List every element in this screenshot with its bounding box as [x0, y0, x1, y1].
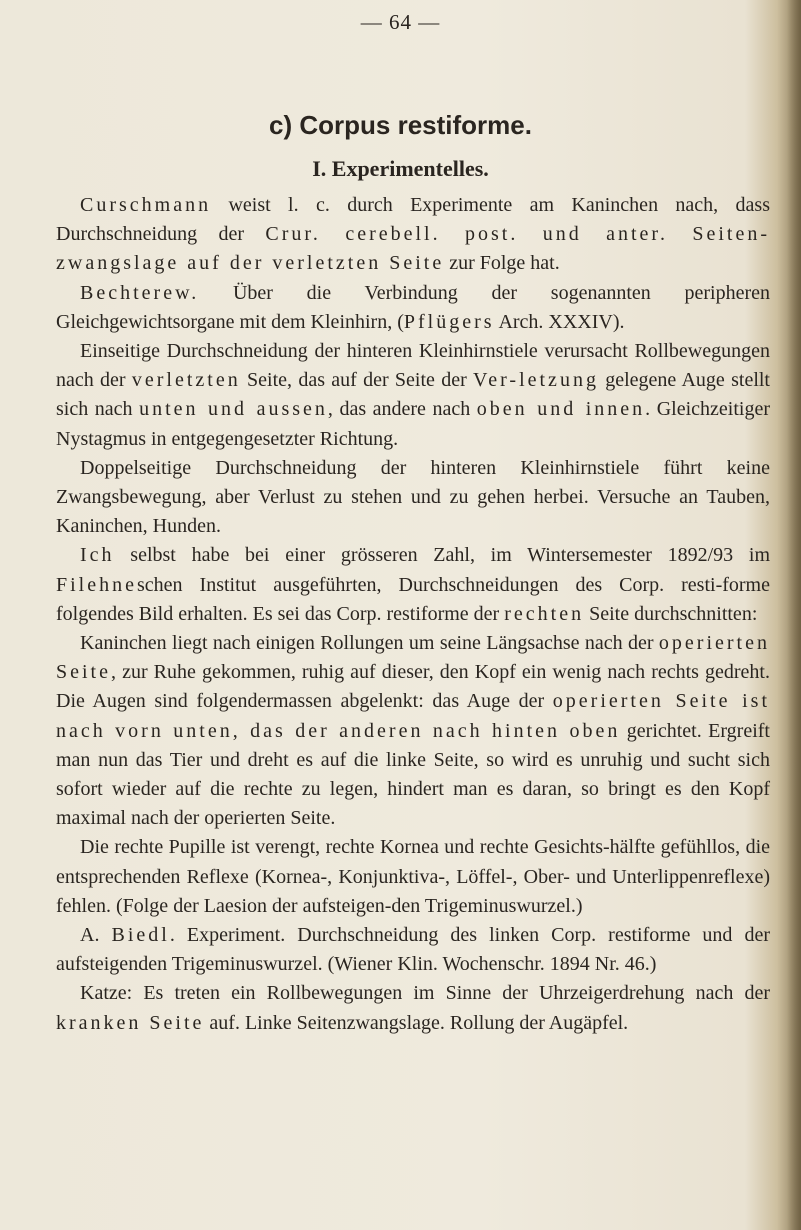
text-run: gelegene Auge stellt sich nach — [56, 369, 770, 421]
paragraph — [56, 279, 770, 337]
spaced-text: Bechterew. — [80, 281, 200, 304]
spaced-text: unten und aussen — [139, 398, 328, 421]
spaced-text: operierten Seite ist nach vorn unten, das der anderen nach hinten oben — [56, 690, 771, 742]
text-run: Die rechte Pupille ist verengt, rechte Kornea und rechte Gesichts-hälfte gefühllos, die entsprechenden Reflexe (Kornea-, Konjunktiva-, Löffel-, Ober- und Unterlippenreflexe) fehlen. (Folge der Laesion der aufsteigen-den Trigeminuswurzel.) — [56, 836, 770, 917]
paragraph — [56, 921, 770, 979]
page-edge-shadow — [787, 0, 801, 1230]
text-run: , das andere nach — [327, 398, 477, 421]
paragraph — [56, 191, 770, 279]
spaced-text: verletzten — [131, 369, 241, 392]
spaced-text: Ich — [80, 544, 115, 567]
section-title: c) Corpus restiforme. — [269, 110, 532, 140]
text-run: Einseitige Durchschneidung der hinteren Kleinhirnstiele verursacht Rollbewegungen nach der — [56, 340, 770, 392]
text-run: Über die Verbindung der sogenannten peripheren Gleichgewichtsorgane mit dem Kleinhirn, ( — [56, 281, 770, 333]
text-run: Doppelseitige Durchschneidung der hinteren Kleinhirnstiele führt keine Zwangsbewegung, aber Verlust zu stehen und zu gehen herbei. Versuche an Tauben, Kaninchen, Hunden. — [56, 456, 770, 538]
spaced-text: Ver-letzung — [473, 369, 599, 392]
text-run: zur Folge hat. — [444, 252, 560, 275]
text-run: selbst habe bei einer grösseren Zahl, im Wintersemester 1892/93 im — [114, 544, 770, 567]
spaced-text: Crur. cerebell. post. und anter. Seiten-zwangslage auf der verletzten Seite — [56, 223, 770, 275]
spaced-text: operierten Seite — [56, 632, 770, 684]
spaced-text: Pflügers — [403, 310, 495, 333]
text-run: gerichtet. Ergreift man nun das Tier und dreht es auf die linke Seite, so wird es unruhig und sucht sich sofort wieder auf die rechte zu legen, hindert man es daran, so bringt es den Kopf maximal nach der operierten Seite. — [56, 719, 770, 830]
text-run: . Gleichzeitiger Nystagmus in entgegengesetzter Richtung. — [56, 398, 770, 450]
paragraph — [56, 979, 770, 1037]
text-run: Arch. XXXIV). — [494, 310, 625, 333]
spaced-text: oben und innen — [476, 398, 646, 421]
paragraph — [56, 454, 770, 542]
spaced-text: Curschmann — [80, 194, 212, 216]
paragraph — [56, 337, 770, 454]
subsection-title: I. Experimentelles. — [312, 156, 489, 181]
text-run: A. — [80, 924, 112, 947]
page-number: — 64 — — [360, 10, 441, 34]
body-text — [56, 191, 770, 1038]
text-run: schen Institut ausgeführten, Durchschneidungen des Corp. resti-forme folgendes Bild erhalten. Es sei das Corp. restiforme der — [56, 573, 770, 625]
paragraph — [56, 629, 770, 833]
paragraph — [56, 833, 770, 921]
spaced-text: Biedl — [111, 924, 170, 947]
text-run: Kaninchen liegt nach einigen Rollungen um seine Längsachse nach der — [80, 632, 659, 655]
spaced-text: rechten — [504, 602, 585, 625]
text-run: Seite, das auf der Seite der — [240, 369, 474, 392]
text-run: Seite durchschnitten: — [584, 602, 758, 625]
text-run: auf. Linke Seitenzwangslage. Rollung der Augäpfel. — [204, 1011, 629, 1034]
text-run: , zur Ruhe gekommen, ruhig auf dieser, den Kopf ein wenig nach rechts gedreht. Die Augen sind folgendermassen abgelenkt: das Auge der — [56, 661, 770, 713]
text-run: . Experiment. Durchschneidung des linken Corp. restiforme und der aufsteigenden Trigeminuswurzel. (Wiener Klin. Wochenschr. 1894 Nr. 46.) — [56, 924, 770, 976]
text-run: Katze: Es treten ein Rollbewegungen im Sinne der Uhrzeigerdrehung nach der — [80, 982, 770, 1005]
text-run: weist l. c. durch Experimente am Kaninchen nach, dass Durchschneidung der — [56, 194, 770, 246]
paragraph — [56, 541, 770, 629]
spaced-text: Filehne — [56, 573, 137, 596]
spaced-text: kranken Seite — [56, 1011, 205, 1034]
